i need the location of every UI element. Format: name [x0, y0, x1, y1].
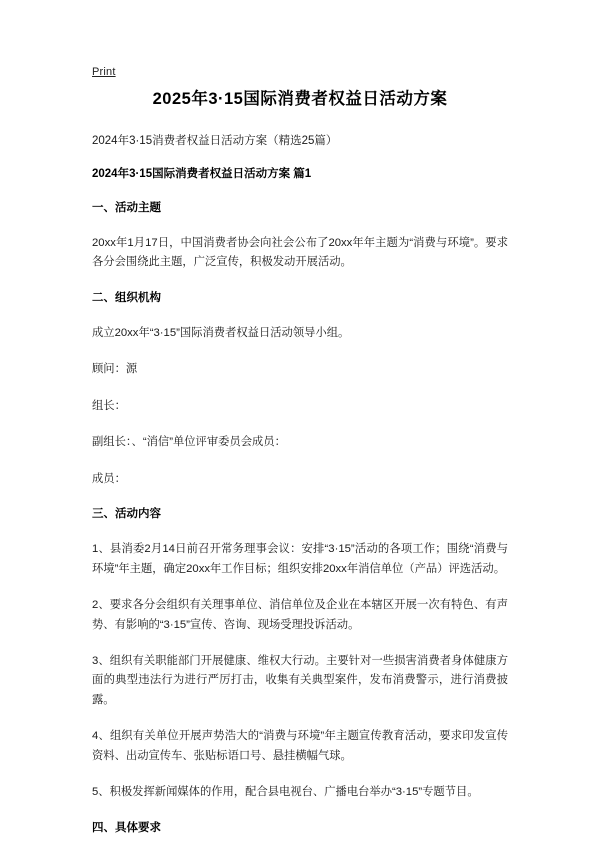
- section-heading: 二、组织机构: [92, 291, 161, 304]
- paragraph: 3、组织有关职能部门开展健康、维权大行动。主要针对一些损害消费者身体健康方面的典型违法行为进行严厉打击，收集有关典型案件，发布消费警示，进行消费披露。: [92, 654, 508, 706]
- document-section-title: 2024年3·15国际消费者权益日活动方案 篇1: [92, 168, 312, 181]
- document-subtitle: 2024年3·15消费者权益日活动方案（精选25篇）: [92, 135, 338, 148]
- section-heading: 一、活动主题: [92, 201, 161, 214]
- paragraph: 成立20xx年“3·15”国际消费者权益日活动领导小组。: [92, 326, 350, 339]
- paragraph: 5、积极发挥新闻媒体的作用，配合县电视台、广播电台举办“3·15”专题节目。: [92, 786, 479, 799]
- document-blocks: [92, 200, 508, 837]
- page-title: 2025年3·15国际消费者权益日活动方案: [152, 90, 448, 108]
- section-heading: 四、具体要求: [92, 821, 161, 834]
- paragraph: 2、要求各分会组织有关理事单位、消信单位及企业在本辖区开展一次有特色、有声势、有影响的“3·15”宣传、咨询、现场受理投诉活动。: [92, 599, 508, 631]
- section-heading: 三、活动内容: [92, 508, 161, 521]
- paragraph: 成员：: [92, 472, 126, 485]
- document-content: [92, 88, 508, 854]
- paragraph: 顾问：源: [92, 363, 138, 376]
- paragraph: 1、县消委2月14日前召开常务理事会议：安排“3·15”活动的各项工作；围绕“消费与环境”年主题，确定20xx年工作目标；组织安排20xx年消信单位（产品）评选活动。: [92, 543, 508, 575]
- paragraph: 20xx年1月17日，中国消费者协会向社会公布了20xx年年主题为“消费与环境”。要求各分会围绕此主题，广泛宣传，积极发动开展活动。: [92, 236, 508, 269]
- paragraph: 副组长：、“消信”单位评审委员会成员：: [92, 436, 286, 449]
- paragraph: 4、组织有关单位开展声势浩大的“消费与环境”年主题宣传教育活动，要求印发宣传资料、出动宣传车、张贴标语口号、悬挂横幅气球。: [92, 730, 508, 762]
- paragraph: 组长：: [92, 399, 126, 412]
- print-button[interactable]: Print: [92, 66, 116, 78]
